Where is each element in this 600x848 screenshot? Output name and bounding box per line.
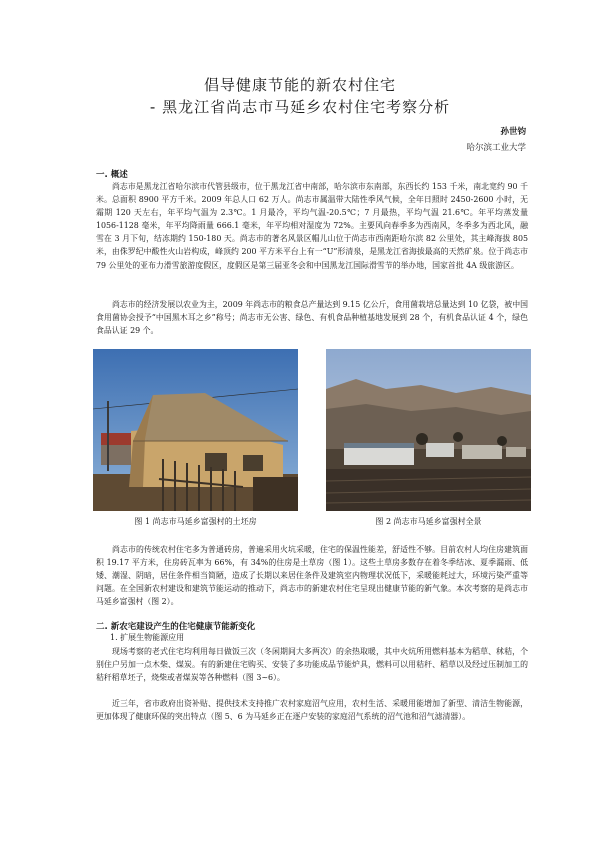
section-2-paragraph-1: 现场考察的老式住宅均利用每日做饭三次（冬闲期间大多两次）的余热取暖，其中火炕所用燃料基本为稻草、秫秸，个别住户另加一点木柴、煤炭。有的新建住宅购买、安装了多功能成品节能炉具，燃料可以用秸秆、稻草以及经过压制加工的秸秆稻草坯子，烧柴或者煤炭等各种燃料（图 3~6）。 [96, 647, 528, 683]
affiliation: 哈尔滨工业大学 [466, 143, 526, 153]
village-panorama-image [326, 349, 531, 511]
title-line-1: 倡导健康节能的新农村住宅 [203, 76, 396, 94]
paragraph-3: 尚志市的传统农村住宅多为普通砖房，普遍采用火坑采暖，住宅的保温性能差，舒适性不够。目前农村人均住房建筑面积 19.17 平方米，住房砖瓦率为 66%，有 34%的住房是土草房（图 1）。这些土草房多数存在着冬季结冰、夏季漏雨、低矮、潮湿、阴暗，居住条件相当简陋，造成了长期以来居住条件及建筑室内物理状况低下，采暖能耗过大，环境污染严重等问题。在全国新农村建设和建筑节能运动的推动下，尚志市的新建农村住宅呈现出健康节能的新气象。本次考察的是尚志市马延乡富强村（图 2）。 [96, 545, 528, 607]
figure-2-caption: 图 2 尚志市马延乡富强村全景 [375, 517, 482, 526]
author: 孙世钧 [500, 127, 526, 137]
section-1-paragraph-2: 尚志市的经济发展以农业为主，2009 年尚志市的粮食总产量达到 9.15 亿公斤，食用菌栽培总量达到 10 亿袋，被中国食用菌协会授予“中国黑木耳之乡”称号；尚志市无公害、绿色、有机食品种植基地发展到 28 个，有机食品认证 4 个，绿色食品认证 29 个。 [96, 300, 528, 336]
section-1-paragraph-1: 尚志市是黑龙江省哈尔滨市代管县级市，位于黑龙江省中南部，哈尔滨市东南部，东西长约 153 千米，南北宽约 90 千米。总面积 8900 平方千米。2009 年总人口 62 万人。尚志市属温带大陆性季风气候，全年日照时 2450-2600 小时，无霜期 120 天左右，年平均气温为 2.3℃。1 月最冷，平均气温-20.5℃；7 月最热，平均气温 21.6℃。年平均蒸发量 1056-1128 毫米，年平均降雨量 666.1 毫米，年平均相对湿度为 72%。主要风向春季多为西南风，冬季多为西北风，融雪在 3 月下旬，结冻期约 150-180 天。尚志市的著名风景区帽儿山位于尚志市西南距哈尔滨 82 公里处，其主峰海拔 805 米，由侏罗纪中酸性火山岩构成，峰顶约 200 平方米平台上有一“U”形清泉，是黑龙江省海拔最高的天然矿泉。位于尚志市 79 公里处的亚布力滑雪旅游度假区，度假区是第三届亚冬会和中国黑龙江国际滑雪节的举办地，国家首批 4A 级旅游区。 [96, 182, 528, 270]
adobe-house-image [93, 349, 298, 511]
section-2-subheading-1: 1. 扩展生物能源应用 [110, 633, 185, 642]
figure-1-photo [93, 349, 298, 511]
section-2-paragraph-2: 近三年，省市政府出资补贴、提供技术支持推广农村家庭沼气应用，农村生活、采暖用能增加了新型、清洁生物能源，更加体现了健康环保的突出特点（图 5、6 为马延乡正在逐户安装的家庭沼气系统的沼气池和沼气滤清器）。 [96, 699, 528, 722]
title-line-2: - 黑龙江省尚志市马延乡农村住宅考察分析 [149, 98, 451, 116]
section-2-heading: 二. 新农宅建设产生的住宅健康节能新变化 [96, 622, 256, 632]
section-1-heading: 一. 概述 [96, 170, 128, 180]
figure-1-caption: 图 1 尚志市马延乡富强村的土坯房 [134, 517, 257, 526]
figure-2-photo [326, 349, 531, 511]
